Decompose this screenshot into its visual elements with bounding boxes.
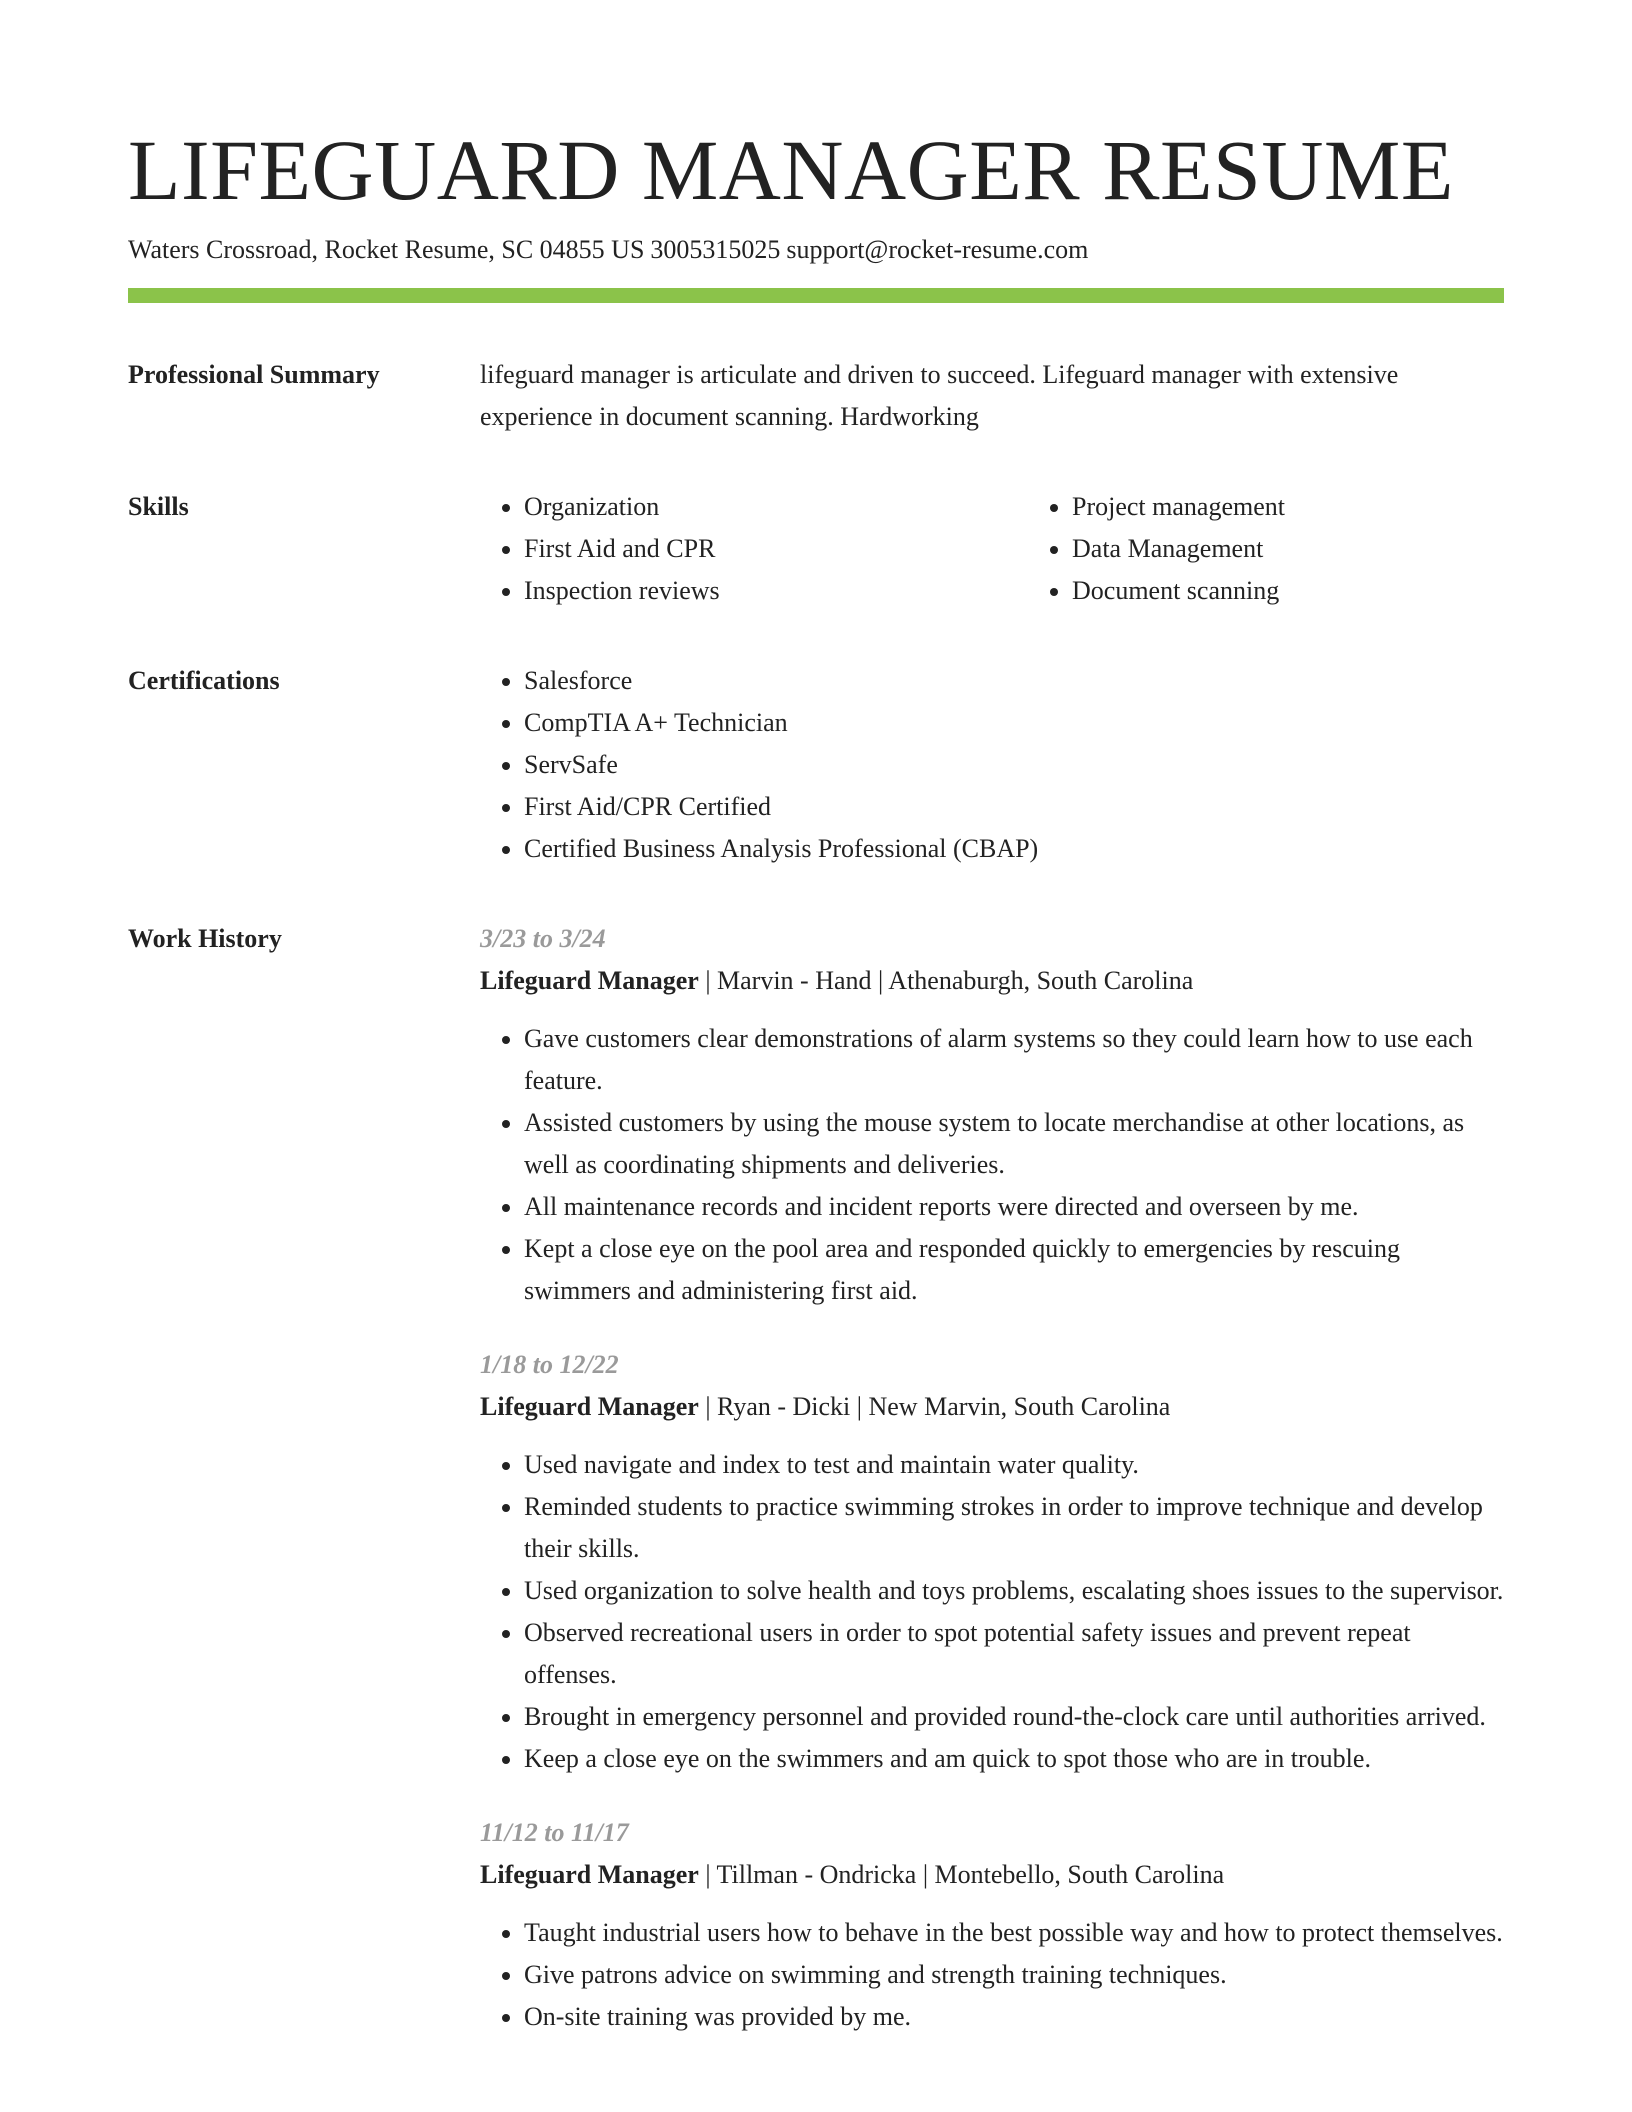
job-bullet: • Used navigate and index to test and maintain water quality. (524, 1444, 1504, 1486)
job-bullet: • Gave customers clear demonstrations of alarm systems so they could learn how to use each feature. (524, 1018, 1504, 1102)
contact-address: Waters Crossroad, Rocket Resume, SC 04855 US (128, 235, 645, 264)
job-bullet: • On-site training was provided by me. (524, 1996, 1504, 2038)
job-dates: 1/18 to 12/22 (480, 1350, 619, 1379)
job-dates: 11/12 to 11/17 (480, 1818, 629, 1847)
job-bullets (480, 1444, 1504, 1780)
skills-label: Skills (128, 492, 189, 521)
skill-item: • Project management (1072, 486, 1576, 528)
job-entry (480, 1344, 1504, 1780)
job-bullet: • Reminded students to practice swimming strokes in order to improve technique and develop their skills. (524, 1486, 1504, 1570)
certification-item: • Certified Business Analysis Professional (CBAP) (524, 828, 1504, 870)
job-heading (480, 1386, 1504, 1428)
job-bullet: • Kept a close eye on the pool area and responded quickly to emergencies by rescuing swimmers and administering first aid. (524, 1228, 1504, 1312)
skills-list-left (480, 486, 1028, 612)
job-bullet: • Give patrons advice on swimming and strength training techniques. (524, 1954, 1504, 1996)
contact-email[interactable]: support@rocket-resume.com (786, 235, 1089, 264)
resume-title: LIFEGUARD MANAGER RESUME (128, 122, 1454, 218)
certification-item: • CompTIA A+ Technician (524, 702, 1504, 744)
job-bullet: • Taught industrial users how to behave in the best possible way and how to protect themselves. (524, 1912, 1504, 1954)
certifications-list (480, 660, 1504, 870)
certification-item: • Salesforce (524, 660, 1504, 702)
job-details: | Tillman - Ondricka | Montebello, South Carolina (698, 1860, 1225, 1889)
skill-item: • Organization (524, 486, 1028, 528)
contact-phone: 3005315025 (650, 235, 781, 264)
job-entry (480, 1812, 1504, 2038)
job-bullet: • Used organization to solve health and toys problems, escalating shoes issues to the supervisor. (524, 1570, 1504, 1612)
skills-list-right (1028, 486, 1576, 612)
job-title: Lifeguard Manager (480, 966, 699, 995)
certifications-section (128, 660, 1504, 870)
work-history-label: Work History (128, 924, 282, 953)
skill-item: • Inspection reviews (524, 570, 1028, 612)
skill-item: • Data Management (1072, 528, 1576, 570)
certifications-label: Certifications (128, 666, 280, 695)
contact-line (128, 232, 1504, 268)
job-details: | Marvin - Hand | Athenaburgh, South Carolina (698, 966, 1194, 995)
job-bullet: • Keep a close eye on the swimmers and am quick to spot those who are in trouble. (524, 1738, 1504, 1780)
job-entry (480, 918, 1504, 1312)
job-heading (480, 960, 1504, 1002)
job-bullets (480, 1912, 1504, 2038)
job-bullets (480, 1018, 1504, 1312)
summary-text: lifeguard manager is articulate and driven to succeed. Lifeguard manager with extensive experience in document scanning. Hardworking (480, 360, 1399, 431)
resume-page (128, 120, 1504, 2038)
job-bullet: • All maintenance records and incident reports were directed and overseen by me. (524, 1186, 1504, 1228)
header-divider (128, 288, 1504, 303)
job-bullet: • Brought in emergency personnel and provided round-the-clock care until authorities arrived. (524, 1696, 1504, 1738)
summary-section (128, 354, 1504, 438)
job-title: Lifeguard Manager (480, 1860, 699, 1889)
skills-section (128, 486, 1504, 612)
certification-item: • First Aid/CPR Certified (524, 786, 1504, 828)
job-details: | Ryan - Dicki | New Marvin, South Carolina (698, 1392, 1171, 1421)
job-dates: 3/23 to 3/24 (480, 924, 606, 953)
job-heading (480, 1854, 1504, 1896)
certification-item: • ServSafe (524, 744, 1504, 786)
skill-item: • Document scanning (1072, 570, 1576, 612)
skill-item: • First Aid and CPR (524, 528, 1028, 570)
job-bullet: • Observed recreational users in order to spot potential safety issues and prevent repeat offenses. (524, 1612, 1504, 1696)
job-title: Lifeguard Manager (480, 1392, 699, 1421)
summary-label: Professional Summary (128, 360, 380, 389)
work-history-section (128, 918, 1504, 2038)
job-bullet: • Assisted customers by using the mouse system to locate merchandise at other locations, as well as coordinating shipments and deliveries. (524, 1102, 1504, 1186)
